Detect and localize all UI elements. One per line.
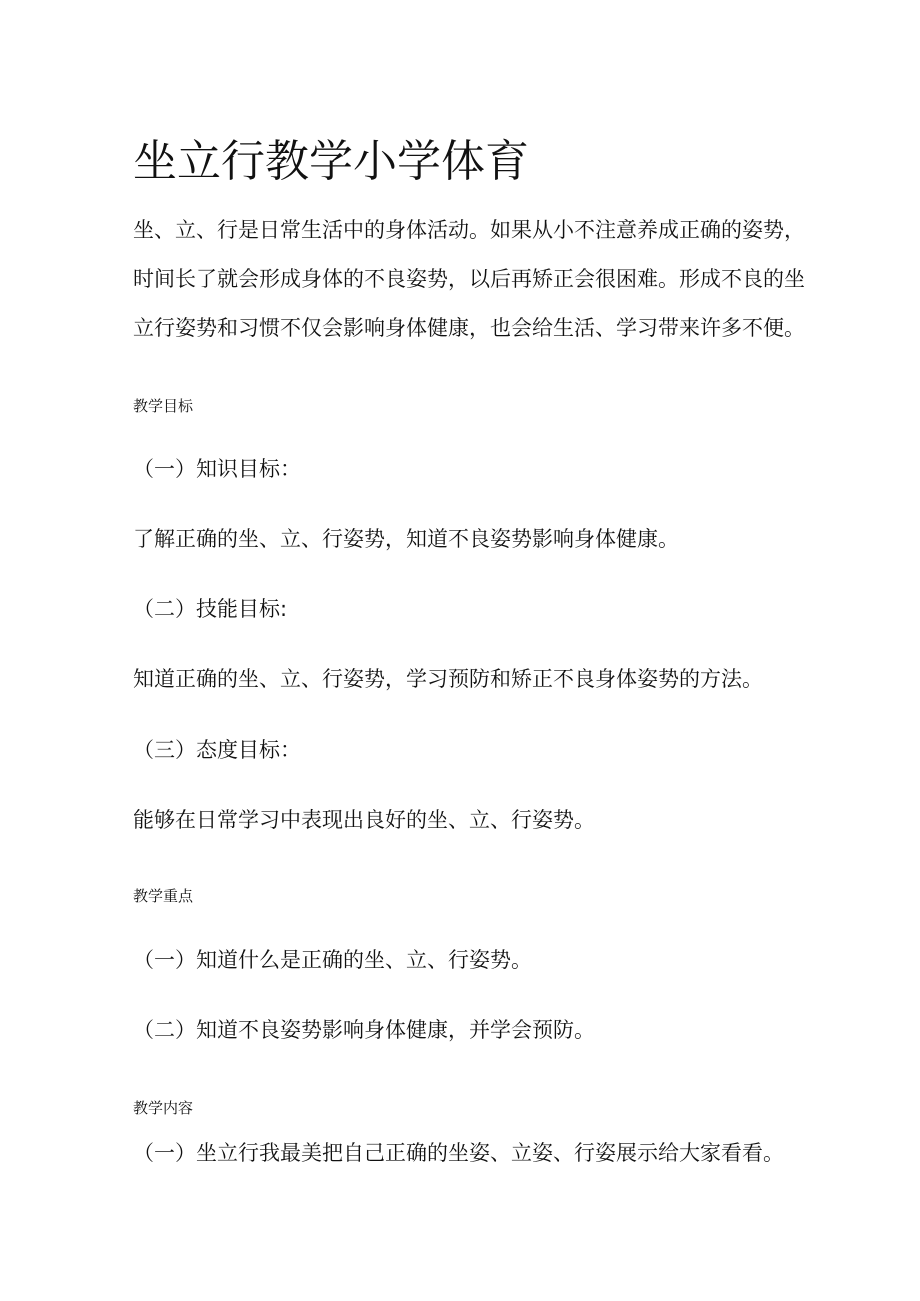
content-item: （一）坐立行我最美把自己正确的坐姿、立姿、行姿展示给大家看看。 [133,1141,784,1165]
intro-line-2: 时间长了就会形成身体的不良姿势，以后再矫正会很困难。形成不良的坐 [133,267,805,291]
intro-line-1: 坐、立、行是日常生活中的身体活动。如果从小不注意养成正确的姿势， [133,218,805,242]
objectives-heading: 教学目标 [133,397,194,415]
content-heading: 教学内容 [133,1099,194,1117]
document-title: 坐立行教学小学体育 [133,136,529,187]
skill-objective-text: 知道正确的坐、立、行姿势，学习预防和矫正不良身体姿势的方法。 [133,667,763,691]
attitude-objective-label: （三）态度目标： [133,738,301,762]
attitude-objective-text: 能够在日常学习中表现出良好的坐、立、行姿势。 [133,808,595,832]
intro-line-3: 立行姿势和习惯不仅会影响身体健康，也会给生活、学习带来许多不便。 [133,316,805,340]
skill-objective-label: （二）技能目标: [133,597,288,621]
key-point-item: （二）知道不良姿势影响身体健康，并学会预防。 [133,1018,595,1042]
knowledge-objective-text: 了解正确的坐、立、行姿势，知道不良姿势影响身体健康。 [133,527,679,551]
knowledge-objective-label: （一）知识目标： [133,457,301,481]
key-points-heading: 教学重点 [133,887,194,905]
key-point-item: （一）知道什么是正确的坐、立、行姿势。 [133,948,532,972]
